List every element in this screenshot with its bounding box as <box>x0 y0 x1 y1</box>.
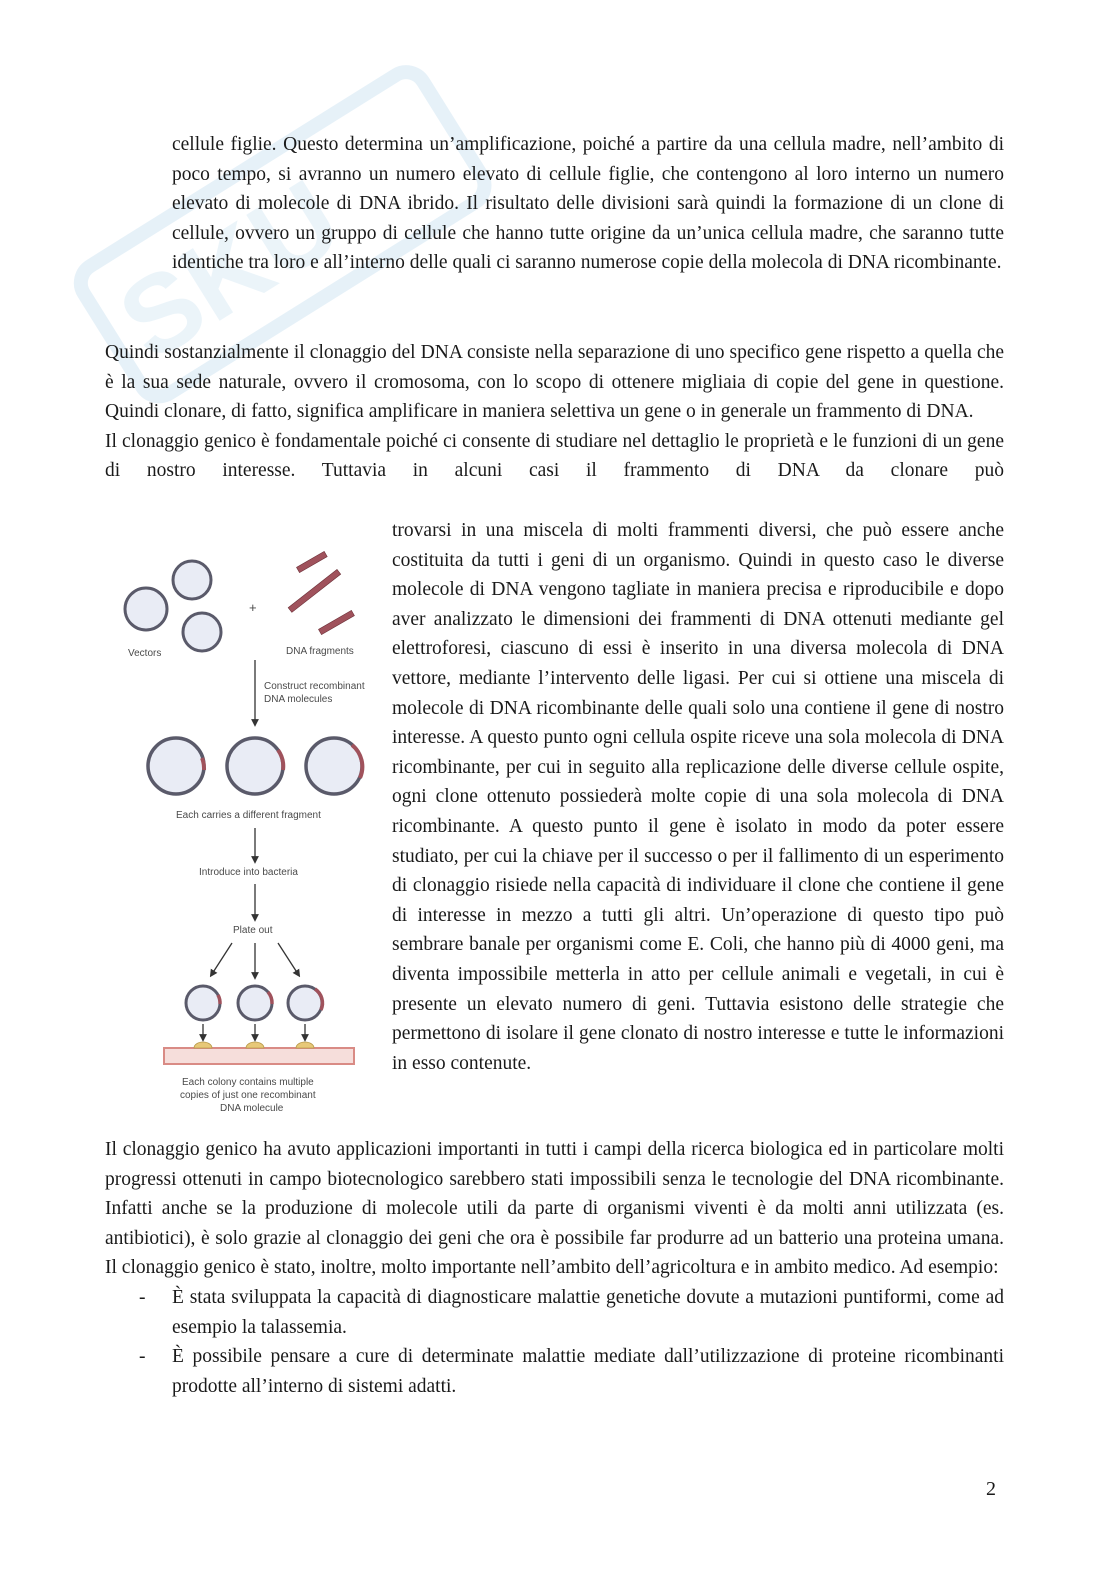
body-text-bottom <box>105 1135 1004 1401</box>
paragraph-dna-cloning-definition: Quindi sostanzialmente il clonaggio del DNA consiste nella separazione di uno specifico gene rispetto a quella che è la sua sede naturale, ovvero il cromosoma, con lo scopo di ottenere migliaia di copie del gene in questione. Quindi clonare, di fatto, significa amplificare in maniera selettiva un gene o in generale un frammento di DNA. <box>105 342 1004 423</box>
svg-text:SKU: SKU <box>98 156 361 384</box>
paragraph-applications: Il clonaggio genico ha avuto applicazioni importanti in tutti i campi della ricerca biologica ed in particolare molti progressi ottenuti in campo biotecnologico sarebbero stati impossibili senza le tecnologie del DNA ricombinante. Infatti anche se la produzione di molecole utili da parte di organismi viventi è da molti anni utilizzata (es. antibiotici), è solo grazie al clonaggio dei geni che ora è possibile far produrre ad un batterio una proteina umana. Il clonaggio genico è stato, inoltre, molto importante nell’ambito dell’agricoltura e in ambito medico. Ad esempio: <box>105 1139 1004 1279</box>
label-colony-line3: DNA molecule <box>220 1103 284 1114</box>
vector-plasmids <box>125 561 221 651</box>
label-construct-line1: Construct recombinant <box>264 681 365 692</box>
label-each-carries: Each carries a different fragment <box>176 810 321 821</box>
label-colony-line1: Each colony contains multiple <box>182 1077 314 1088</box>
label-colony-line2: copies of just one recombinant <box>180 1090 316 1101</box>
arrow-left <box>212 943 232 974</box>
label-dna-fragments: DNA fragments <box>286 646 354 657</box>
label-construct-line2: DNA molecules <box>264 694 333 705</box>
label-plate-out: Plate out <box>233 925 273 936</box>
paragraph-recombinant-process: trovarsi in una miscela di molti frammenti diversi, che può essere anche costituita da tutti i geni di un organismo. Quindi in questo caso le diverse molecole di DNA vengono tagliate in maniera precisa e riproducibile e dopo aver analizzato le dimensioni dei frammenti di DNA ottenuti mediante gel elettroforesi, ciascuno di essi è inserito in una diversa molecola di DNA vettore, mediante l’intervento delle ligasi. Per cui si ottiene una miscela di molecole di DNA ricombinante delle quali solo una contiene il gene di nostro interesse. A questo punto ogni cellula ospite riceve una sola molecola di DNA ricombinante, per cui in seguito alla replicazione delle diverse cellule ospite, ogni clone ottenuto possiederà molte copie di una sola molecola di DNA ricombinante. A questo punto il gene è isolato in modo da poter essere studiato, per cui la chiave per il successo o per il fallimento di un esperimento di clonaggio risiede nella capacità di individuare il clone che contiene il gene di interesse in mezzo a tutti gli altri. Un’operazione di questo tipo può sembrare banale per organismi come E. Coli, che hanno più di 4000 geni, ma diventa impossibile metterla in atto per cellule animali e vegetali, in cui è presente un elevato numero di geni. Tuttavia esistono delle strategie che permettono di isolare il gene clonato di nostro interesse e tutte le informazioni in esso contenute. <box>392 520 1004 1074</box>
down-arrows-to-dish <box>203 1024 305 1038</box>
dna-fragment-bars <box>288 551 354 634</box>
list-dash: - <box>139 1346 146 1368</box>
selected-plasmids <box>186 986 322 1020</box>
body-text-top <box>105 338 1004 486</box>
list-item <box>105 1283 1004 1342</box>
plus-sign: + <box>249 600 257 615</box>
list-item-text: È stata sviluppata la capacità di diagnosticare malattie genetiche dovute a mutazioni puntiformi, come ad esempio la talassemia. <box>172 1286 1004 1338</box>
arrow-right <box>278 943 298 974</box>
recombinant-molecules <box>148 738 362 794</box>
indented-paragraph <box>172 130 1004 278</box>
label-vectors: Vectors <box>128 648 162 659</box>
page-number: 2 <box>986 1478 996 1500</box>
label-introduce-bacteria: Introduce into bacteria <box>199 867 298 878</box>
cloning-diagram <box>112 548 384 1128</box>
petri-dish <box>164 1042 354 1064</box>
applications-list <box>105 1283 1004 1401</box>
paragraph-clone-formation: cellule figlie. Questo determina un’amplificazione, poiché a partire da una cellula madre, nell’ambito di poco tempo, si avranno un numero elevato di cellule figlie, che contengono al loro interno un numero elevato di molecole di DNA ibrido. Il risultato delle divisioni sarà quindi la formazione di un clone di cellule, ovvero un gruppo di cellule che hanno tutte origine da un’unica cellula madre, che saranno tutte identiche tra loro e all’interno delle quali ci saranno numerose copie della molecola di DNA ricombinante. <box>172 134 1004 274</box>
list-dash: - <box>139 1286 146 1308</box>
list-item <box>105 1342 1004 1401</box>
list-item-text: È possibile pensare a cure di determinate malattie mediate dall’utilizzazione di proteine ricombinanti prodotte all’interno di sistemi adatti. <box>172 1346 1004 1397</box>
paragraph-cloning-importance: Il clonaggio genico è fondamentale poiché ci consente di studiare nel dettaglio le proprietà e le funzioni di un gene di nostro interesse. Tuttavia in alcuni casi il frammento di DNA da clonare può <box>105 430 1004 482</box>
text-beside-figure <box>392 516 1004 1078</box>
